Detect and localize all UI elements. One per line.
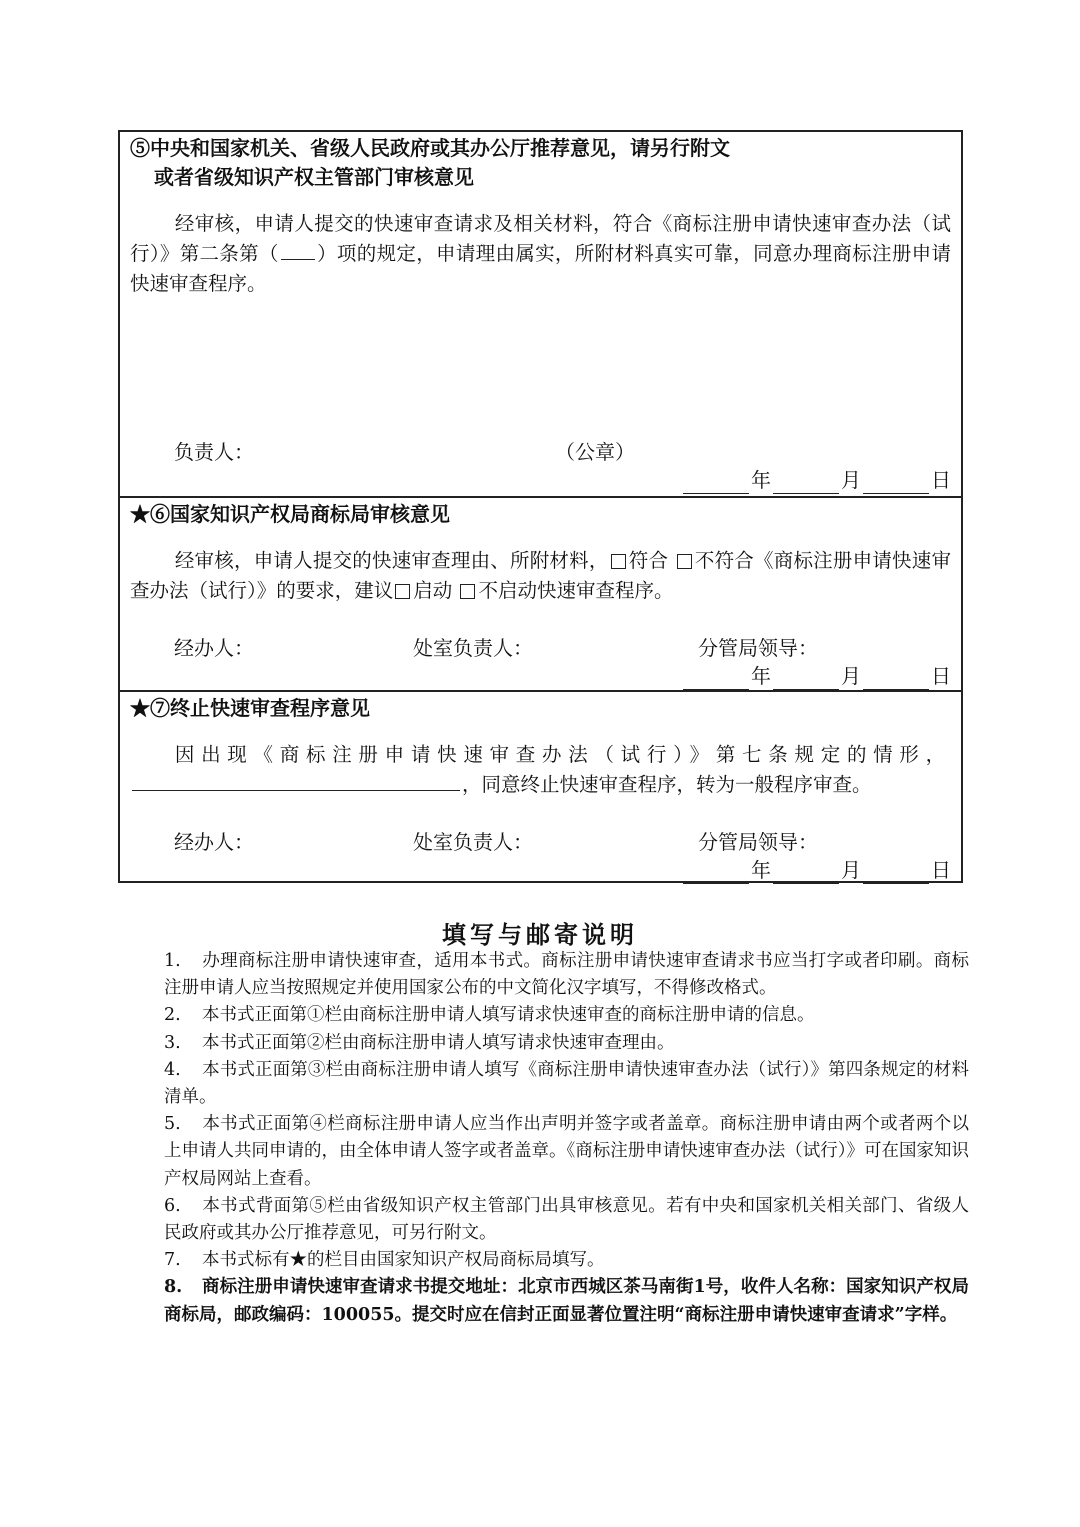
office-head-label: 处室负责人： xyxy=(413,636,533,660)
year-blank[interactable] xyxy=(683,471,749,494)
month-blank[interactable] xyxy=(773,667,839,690)
handler-label: 经办人： xyxy=(174,830,254,854)
office-head-label: 处室负责人： xyxy=(413,830,533,854)
year-label: 年 xyxy=(751,468,771,492)
month-blank[interactable] xyxy=(773,471,839,494)
section-6-title: ★⑥国家知识产权局商标局审核意见 xyxy=(130,502,450,526)
section-6-date xyxy=(683,662,951,690)
section-5-body-b: ）项的规定，申请理由属实，所附材料真实可靠，同意办理商标注册申请快速审查程序。 xyxy=(130,242,951,295)
section-5-title-line2: 或者省级知识产权主管部门审核意见 xyxy=(154,165,474,189)
comply-checkbox[interactable] xyxy=(611,554,626,569)
month-label: 月 xyxy=(841,468,861,492)
bureau-leader-label: 分管局领导： xyxy=(698,830,818,854)
day-blank[interactable] xyxy=(863,471,929,494)
situation-blank[interactable] xyxy=(132,771,460,792)
section-7-body-a: 因出现《商标注册申请快速审查办法（试行）》第七条规定的情形， xyxy=(174,743,951,766)
section-5-title-line1: ⑤中央和国家机关、省级人民政府或其办公厅推荐意见，请另行附文 xyxy=(130,136,730,160)
instruction-item: 3. 本书式正面第②栏由商标注册申请人填写请求快速审查理由。 xyxy=(164,1032,675,1053)
section-5-title xyxy=(130,134,730,192)
section-5-body xyxy=(130,209,951,299)
review-form xyxy=(118,130,963,883)
year-label: 年 xyxy=(751,858,771,882)
section-7 xyxy=(120,690,961,883)
not-comply-label: 不符合 xyxy=(694,549,755,572)
instruction-item: 7. 本书式标有★的栏目由国家知识产权局商标局填写。 xyxy=(164,1250,605,1271)
section-7-body xyxy=(130,740,951,800)
day-blank[interactable] xyxy=(863,667,929,690)
instruction-item: 1. 办理商标注册申请快速审查，适用本书式。商标注册申请快速审查请求书应当打字或者印刷。商标注册申请人应当按照规定并使用国家公布的中文简化汉字填写，不得修改格式。 xyxy=(164,951,969,999)
section-6-body xyxy=(130,546,951,606)
not-start-label: 不启动快速审查程序。 xyxy=(478,579,674,602)
section-6-body-a: 经审核，申请人提交的快速审查理由、所附材料， xyxy=(174,549,609,572)
comply-label: 符合 xyxy=(628,549,669,572)
instruction-item: 2. 本书式正面第①栏由商标注册申请人填写请求快速审查的商标注册申请的信息。 xyxy=(164,1005,815,1026)
instructions-title: 填写与邮寄说明 xyxy=(442,920,638,949)
not-comply-checkbox[interactable] xyxy=(677,554,692,569)
month-label: 月 xyxy=(841,664,861,688)
section-7-title: ★⑦终止快速审查程序意见 xyxy=(130,696,370,720)
day-blank[interactable] xyxy=(863,861,929,884)
month-label: 月 xyxy=(841,858,861,882)
responsible-label: 负责人： xyxy=(174,440,254,464)
bureau-leader-label: 分管局领导： xyxy=(698,636,818,660)
section-5-body-a: 经审核，申请人提交的快速审查请求及相关材料，符合《商标注册申请快速审查办法（试行）》第二条第（ xyxy=(130,212,951,265)
section-6 xyxy=(120,496,961,690)
year-blank[interactable] xyxy=(683,861,749,884)
section-5 xyxy=(120,132,961,496)
month-blank[interactable] xyxy=(773,861,839,884)
instruction-item: 5. 本书式正面第④栏商标注册申请人应当作出声明并签字或者盖章。商标注册申请由两个或者两个以上申请人共同申请的，由全体申请人签字或者盖章。《商标注册申请快速审查办法（试行）》可在国家知识产权局网站上查看。 xyxy=(164,1114,969,1189)
instruction-item: 8. 商标注册申请快速审查请求书提交地址：北京市西城区茶马南街1号，收件人名称：国家知识产权局商标局，邮政编码：100055。提交时应在信封正面显著位置注明“商标注册申请快速审查请求”字样。 xyxy=(164,1277,969,1325)
instruction-item: 4. 本书式正面第③栏由商标注册申请人填写《商标注册申请快速审查办法（试行）》第四条规定的材料清单。 xyxy=(164,1059,969,1108)
instruction-item: 6. 本书式背面第⑤栏由省级知识产权主管部门出具审核意见。若有中央和国家机关相关部门、省级人民政府或其办公厅推荐意见，可另行附文。 xyxy=(164,1195,969,1244)
seal-label: （公章） xyxy=(555,440,635,464)
start-label: 启动 xyxy=(413,579,453,602)
section-7-date xyxy=(683,856,951,884)
year-blank[interactable] xyxy=(683,667,749,690)
section-7-body-b: ，同意终止快速审查程序，转为一般程序审查。 xyxy=(462,773,872,796)
year-label: 年 xyxy=(751,664,771,688)
day-label: 日 xyxy=(931,858,951,882)
item-number-blank[interactable] xyxy=(281,240,315,261)
section-6-body-b: 《商标注册申请快速审查办法（试行）》的要求，建议 xyxy=(130,549,951,602)
day-label: 日 xyxy=(931,468,951,492)
section-5-date xyxy=(683,466,951,494)
start-checkbox[interactable] xyxy=(395,584,410,599)
day-label: 日 xyxy=(931,664,951,688)
handler-label: 经办人： xyxy=(174,636,254,660)
not-start-checkbox[interactable] xyxy=(460,584,475,599)
instructions-list xyxy=(164,948,969,1329)
